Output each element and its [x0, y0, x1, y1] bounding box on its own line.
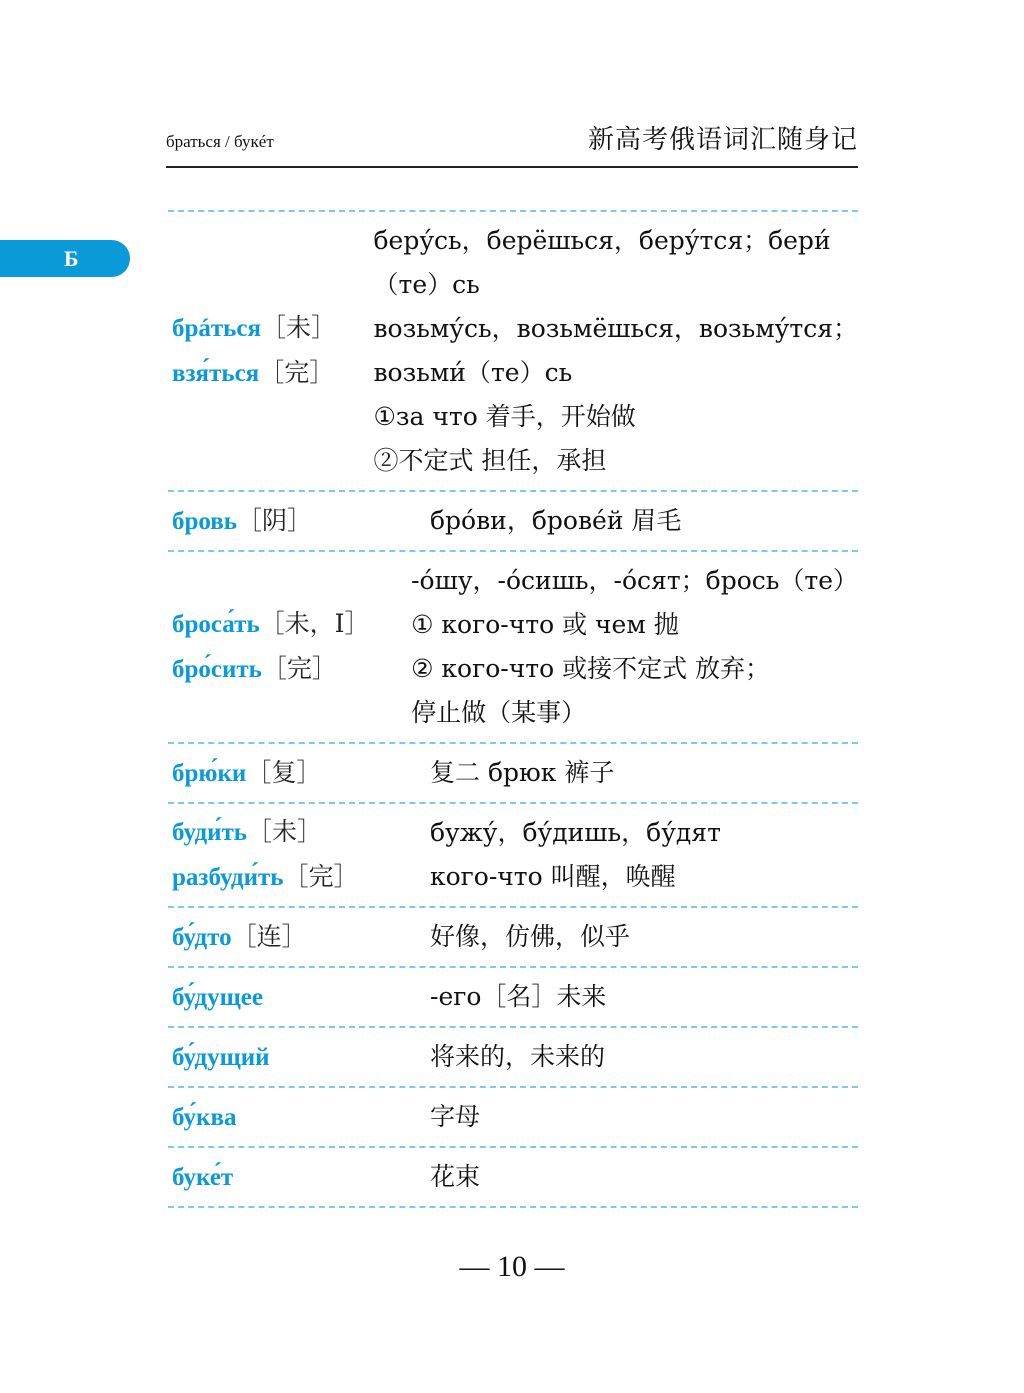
definition-line: возьми́（те）сь [373, 358, 573, 387]
definition-line: бужу́，бу́дишь，бу́дят [430, 818, 721, 847]
definition-line: 字母 [430, 1102, 481, 1131]
headword-line [172, 499, 430, 544]
definition-cell [430, 499, 858, 543]
headword-line [172, 1035, 430, 1080]
headword: разбуди́ть [172, 864, 284, 891]
definition-line: ②不定式 担任，承担 [373, 446, 607, 475]
headword-cell [168, 751, 430, 796]
grammar-tag: ［完］ [261, 654, 337, 683]
definition-cell [430, 975, 858, 1019]
headword-line [172, 810, 430, 855]
headword-line [172, 351, 373, 396]
definition-line: -о́шу，-о́сишь，-о́сят；брось（те） [411, 566, 858, 595]
entry-row [168, 492, 858, 552]
headword: бу́дущий [172, 1043, 270, 1071]
definition-line: кого-что 叫醒，唤醒 [430, 862, 676, 891]
definition-line: беру́сь，берёшься，беру́тся；бери́ [373, 226, 831, 255]
entry-row [168, 1148, 858, 1208]
headword-cell [168, 1155, 430, 1200]
headword-cell [168, 810, 430, 900]
grammar-tag: ［完］ [283, 862, 359, 891]
definition-line: -его［名］未来 [430, 982, 607, 1011]
definition-cell [430, 751, 858, 795]
book-title: 新高考俄语词汇随身记 [587, 125, 858, 155]
entry-row [168, 968, 858, 1028]
grammar-tag: ［连］ [231, 921, 307, 951]
grammar-tag: ［完］ [259, 358, 335, 387]
entry-row [168, 1028, 858, 1088]
headword-line [172, 647, 411, 692]
headword-line [172, 751, 430, 796]
definition-line: бро́ви，брове́й 眉毛 [430, 506, 682, 535]
headword: бу́дущее [172, 983, 263, 1011]
page-number: — 10 — [459, 1250, 565, 1283]
definition-line: 将来的，未来的 [430, 1042, 606, 1071]
definition-cell [430, 1155, 858, 1199]
entry-row [168, 908, 858, 968]
entry-row [168, 1088, 858, 1148]
definition-line: возьму́сь，возьмёшься，возьму́тся； [373, 314, 858, 343]
headword-line [172, 306, 373, 351]
grammar-tag: ［未，Ⅰ］ [259, 609, 370, 638]
headword-line [172, 915, 430, 960]
headword: взя́ться [172, 360, 260, 387]
entry-row [168, 552, 858, 744]
headword-line [172, 1155, 430, 1200]
headword: бро́сить [172, 656, 262, 683]
definition-line: ② кого-что 或接不定式 放弃； [411, 654, 771, 683]
definition-cell [430, 1035, 858, 1079]
headword-cell [168, 975, 430, 1020]
definition-line: ①за что 着手，开始做 [373, 402, 636, 431]
letter-tab: Б [0, 240, 130, 277]
headword: брáться [172, 315, 262, 342]
headword: бу́ква [172, 1103, 237, 1131]
entry-row [168, 212, 858, 492]
headword-line [172, 975, 430, 1020]
headword-cell [168, 1035, 430, 1080]
headword: бровь [172, 507, 238, 535]
headword: брю́ки [172, 759, 247, 787]
definition-line: 花束 [430, 1162, 481, 1191]
headword-cell [168, 499, 430, 544]
headword-line [172, 1095, 430, 1140]
definition-cell [430, 811, 858, 899]
entry-row [168, 804, 858, 908]
definition-line: 好像，仿佛，似乎 [430, 922, 631, 951]
headword-cell [168, 915, 430, 960]
definition-cell [430, 915, 858, 959]
headword-line [172, 855, 430, 900]
headword: броса́ть [172, 611, 260, 638]
headword: буке́т [172, 1163, 234, 1191]
headword-cell [168, 1095, 430, 1140]
grammar-tag: ［未］ [247, 817, 323, 846]
definition-line: 复二 брюк 裤子 [430, 758, 615, 787]
page-header [166, 118, 858, 168]
grammar-tag: ［未］ [261, 313, 337, 342]
grammar-tag: ［阴］ [237, 505, 313, 535]
grammar-tag: ［复］ [246, 757, 322, 787]
headword-cell [168, 602, 411, 692]
headword: буди́ть [172, 819, 248, 846]
headword-line [172, 602, 411, 647]
definition-line: （те）сь [373, 270, 480, 299]
headword-cell [168, 306, 373, 396]
definition-line: ① кого-что 或 чем 抛 [411, 610, 679, 639]
definition-cell [430, 1095, 858, 1139]
definition-cell [373, 219, 858, 483]
definition-line: 停止做（某事） [411, 698, 587, 727]
running-head: браться / букéт [166, 132, 274, 151]
definition-cell [411, 559, 858, 735]
headword: бу́дто [172, 923, 232, 951]
entry-row [168, 744, 858, 804]
vocabulary-table [168, 210, 858, 1208]
